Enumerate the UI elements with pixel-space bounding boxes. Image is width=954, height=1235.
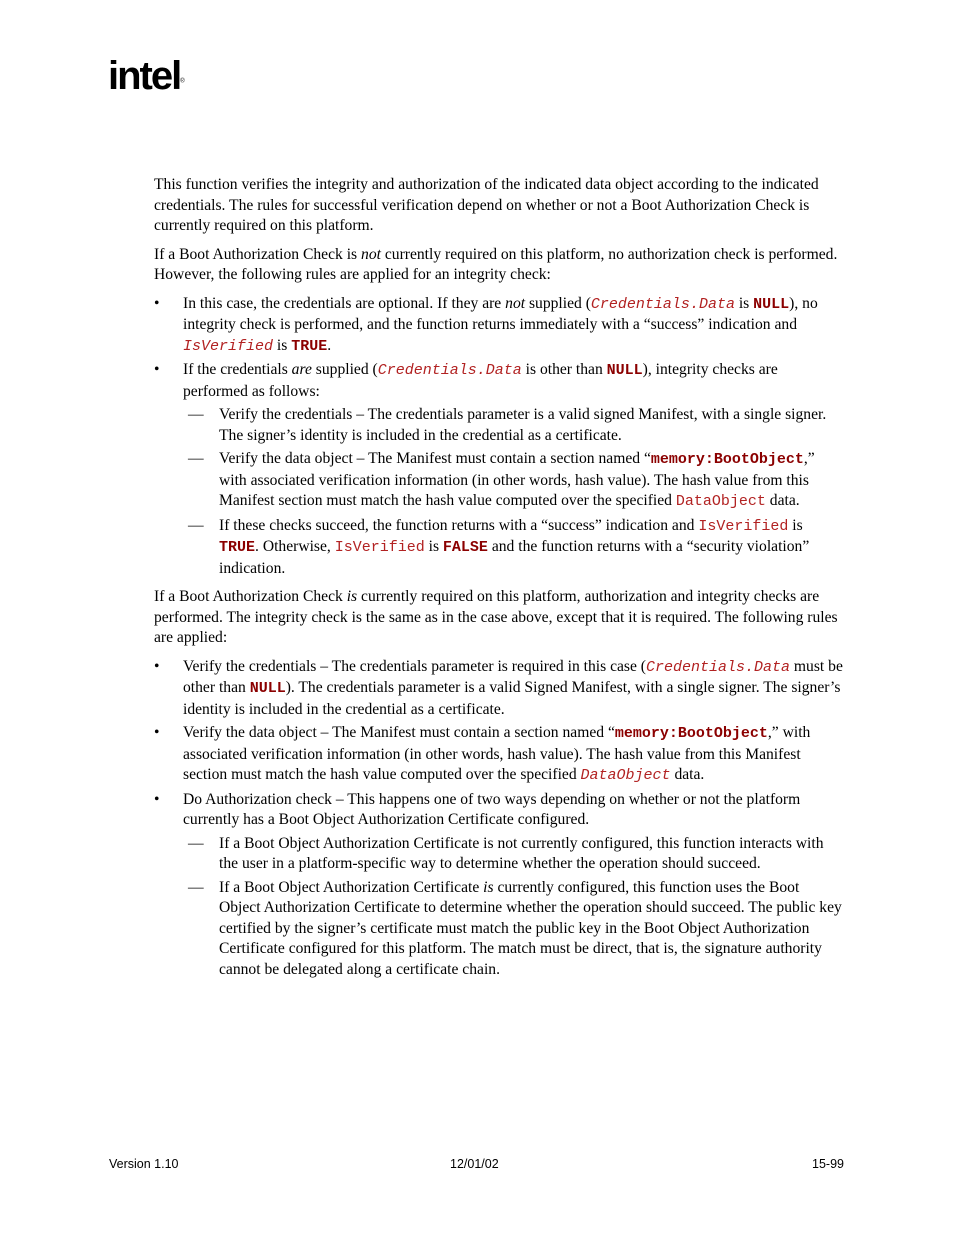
page-footer (109, 1157, 844, 1175)
code-isverified: IsVerified (183, 337, 274, 355)
code-credentials-data: Credentials.Data (377, 362, 522, 379)
intel-logo-text: intel (108, 54, 181, 98)
dash-marker: — (188, 878, 204, 896)
dash-item-verify-data-object: — Verify the data object – The Manifest must contain a section named “memory:BootObject,” with associated verification information (in other words, hash value). The hash value from this Manifest section must match the hash value computed over the specified DataObject data. (188, 450, 815, 510)
code-null: NULL (249, 680, 286, 697)
code-memory-bootobject: memory:BootObject (650, 451, 804, 468)
code-credentials-data: Credentials.Data (590, 295, 735, 313)
footer-page-number: 15-99 (812, 1157, 844, 1171)
bullet-item-verify-credentials: • Verify the credentials – The credentials parameter is required in this case (Credentials.Data must be other than NULL). The credentials parameter is a valid Signed Manifest, with a single signer. The signer’s identity is included in the credential as a certificate. (154, 657, 843, 718)
dash-marker: — (188, 450, 204, 467)
dash-item-checks-succeed: — If these checks succeed, the function returns with a “success” indication and IsVerified is TRUE. Otherwise, IsVerified is FALSE and the function returns with a “security violation” indication. (188, 516, 810, 577)
paragraph-intro: This function verifies the integrity and authorization of the indicated data object according to the indicated credentials. The rules for successful verification depend on whether or not a Boot Authorization Check is currently required on this platform. (154, 176, 819, 234)
paragraph-check-required: If a Boot Authorization Check is currently required on this platform, authorization and integrity checks are performed. The integrity check is the same as in the case above, except that it is required. The following rules are applied: (154, 588, 838, 646)
code-false: FALSE (442, 539, 488, 556)
dash-item-cert-configured: — If a Boot Object Authorization Certificate is currently configured, this function uses the Boot Object Authorization Certificate to determine whether the operation should succeed. The public key certified by the signer’s certificate must match the public key in the Boot Object Authorization Certificate configured for this platform. The match must be direct, that is, the signature authority cannot be delegated along a certificate chain. (188, 878, 842, 978)
code-memory-bootobject: memory:BootObject (614, 725, 768, 742)
intel-logo (108, 56, 188, 104)
bullet-marker: • (154, 361, 160, 378)
registered-mark: ® (180, 78, 185, 85)
bullet-marker: • (154, 790, 160, 808)
bullet-item-optional-credentials: • In this case, the credentials are optional. If they are not supplied (Credentials.Data is NULL), no integrity check is performed, and the function returns immediately with a “success” indication and IsVerified is TRUE. (154, 294, 818, 355)
bullet-item-verify-data-object: • Verify the data object – The Manifest must contain a section named “memory:BootObject,” with associated verification information (in other words, hash value). The hash value from this Manifest section must match the hash value computed over the specified DataObject data. (154, 724, 811, 784)
code-null: NULL (753, 295, 790, 313)
bullet-marker: • (154, 724, 160, 741)
footer-version: Version 1.10 (109, 1157, 179, 1171)
bullet-marker: • (154, 294, 160, 312)
dash-marker: — (188, 406, 204, 423)
code-isverified: IsVerified (334, 539, 425, 556)
dash-item-verify-credentials: — Verify the credentials – The credentials parameter is a valid signed Manifest, with a single signer. The signer’s identity is included in the credential as a certificate. (188, 406, 827, 444)
code-isverified: IsVerified (698, 517, 789, 535)
bullet-marker: • (154, 657, 160, 675)
bullet-item-authorization-check: • Do Authorization check – This happens one of two ways depending on whether or not the platform currently has a Boot Object Authorization Certificate configured. (154, 790, 801, 828)
code-credentials-data: Credentials.Data (646, 658, 791, 676)
paragraph-no-check: If a Boot Authorization Check is not currently required on this platform, no authorization check is performed. However, the following rules are applied for an integrity check: (154, 245, 838, 283)
code-true: TRUE (219, 539, 256, 556)
code-null: NULL (606, 362, 643, 379)
dash-marker: — (188, 516, 204, 534)
dash-marker: — (188, 834, 204, 852)
code-true: TRUE (291, 337, 328, 355)
bullet-item-supplied-credentials: • If the credentials are supplied (Credentials.Data is other than NULL), integrity checks are performed as follows: (154, 361, 778, 400)
document-body (154, 175, 844, 983)
footer-date: 12/01/02 (450, 1157, 499, 1171)
code-dataobject: DataObject (675, 493, 766, 510)
code-dataobject: DataObject (580, 767, 671, 784)
dash-item-cert-not-configured: — If a Boot Object Authorization Certificate is not currently configured, this function interacts with the user in a platform-specific way to determine whether the operation should succeed. (188, 834, 824, 872)
